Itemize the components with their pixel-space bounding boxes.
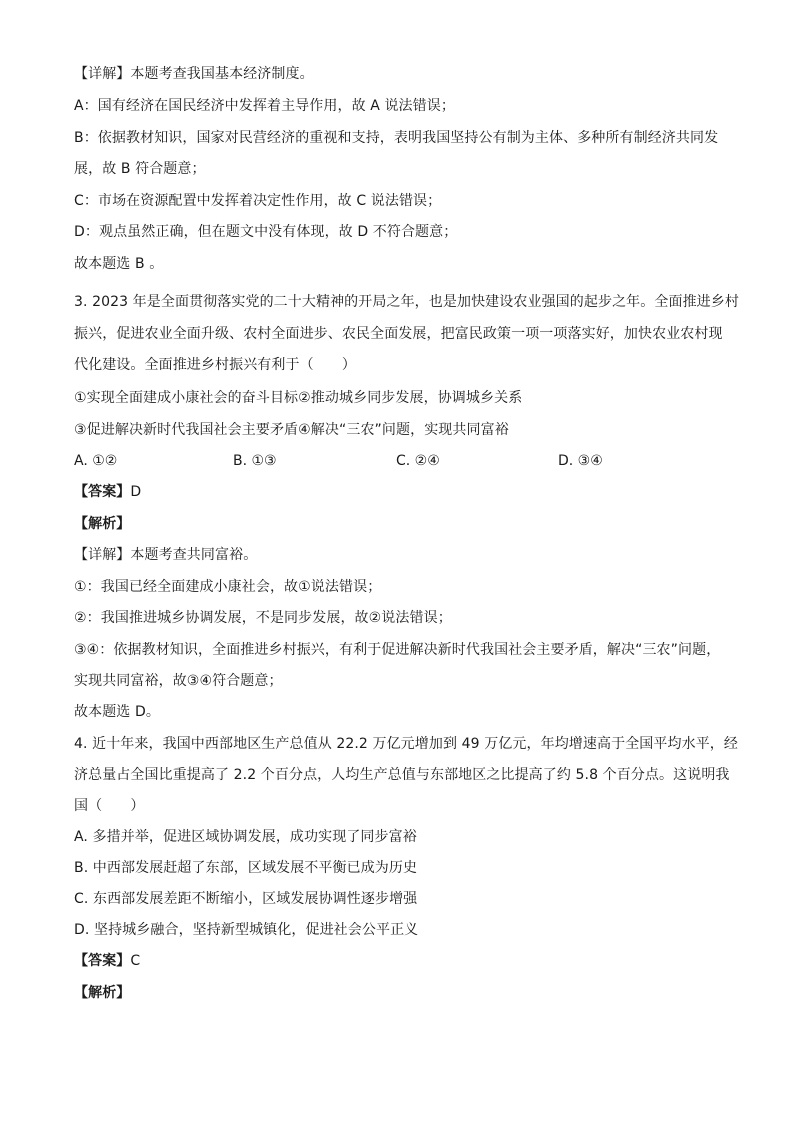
q4-stem-line1: 4. 近十年来，我国中西部地区生产总值从 22.2 万亿元增加到 49 万亿元，年均增速高于全国平均水平，经	[74, 736, 738, 752]
q2-option-b-analysis-line2: 展，故 B 符合题意；	[74, 161, 206, 177]
q2-conclusion: 故本题选 B 。	[74, 256, 164, 272]
q3-item1-analysis: ①：我国已经全面建成小康社会，故①说法错误；	[74, 579, 382, 595]
q3-statements-line2: ③促进解决新时代我国社会主要矛盾④解决“三农”问题，实现共同富裕	[74, 422, 509, 438]
q3-item34-analysis-line2: 实现共同富裕，故③④符合题意；	[74, 673, 283, 689]
q3-detail-line	[74, 545, 257, 565]
q3-item34-analysis-line1: ③④：依据教材知识，全面推进乡村振兴，有利于促进解决新时代我国社会主要矛盾，解决“三农”问题，	[74, 642, 721, 658]
detail-text: 本题考查共同富裕。	[130, 547, 258, 563]
q3-choice-c: C. ②④	[396, 453, 440, 469]
q4-choice-c: C. 东西部发展差距不断缩小，区域发展协调性逐步增强	[74, 891, 418, 907]
q3-stem-line1: 3. 2023 年是全面贯彻落实党的二十大精神的开局之年，也是加快建设农业强国的起步之年。全面推进乡村	[74, 294, 739, 310]
q2-option-b-analysis-line1: B：依据教材知识，国家对民营经济的重视和支持，表明我国坚持公有制为主体、多种所有制经济共同发	[74, 130, 719, 146]
detail-text: 本题考查我国基本经济制度。	[130, 66, 314, 82]
q2-option-d-analysis: D：观点虽然正确，但在题文中没有体现，故 D 不符合题意；	[74, 224, 458, 240]
q4-stem-line2: 济总量占全国比重提高了 2.2 个百分点，人均生产总值与东部地区之比提高了约 5.8 个百分点。这说明我	[74, 767, 730, 783]
q3-conclusion: 故本题选 D。	[74, 704, 160, 720]
q3-choice-a: A. ①②	[74, 453, 118, 469]
q3-analysis-heading	[74, 514, 130, 534]
q2-detail-line	[74, 64, 314, 84]
q3-item2-analysis: ②：我国推进城乡协调发展，不是同步发展，故②说法错误；	[74, 610, 452, 626]
q4-choice-b: B. 中西部发展赶超了东部，区域发展不平衡已成为历史	[74, 860, 418, 876]
q3-answer	[74, 482, 141, 502]
q3-stem-line2: 振兴，促进农业全面升级、农村全面进步、农民全面发展，把富民政策一项一项落实好，加快农业农村现	[74, 326, 723, 342]
detail-label: 【详解】	[74, 66, 131, 82]
q4-analysis-heading	[74, 983, 130, 1003]
answer-label: 【答案】	[74, 484, 131, 500]
q4-choice-a: A. 多措并举，促进区域协调发展，成功实现了同步富裕	[74, 829, 417, 845]
q4-choice-d: D. 坚持城乡融合，坚持新型城镇化，促进社会公平正义	[74, 922, 419, 938]
answer-value: D	[130, 484, 142, 500]
analysis-label: 【解析】	[74, 985, 131, 1001]
detail-label: 【详解】	[74, 547, 131, 563]
answer-label: 【答案】	[74, 953, 131, 969]
q3-statements-line1: ①实现全面建成小康社会的奋斗目标②推动城乡同步发展，协调城乡关系	[74, 390, 523, 406]
q3-choice-d: D. ③④	[558, 453, 603, 469]
analysis-label: 【解析】	[74, 516, 131, 532]
answer-value: C	[130, 953, 141, 969]
q2-option-c-analysis: C：市场在资源配置中发挥着决定性作用，故 C 说法错误；	[74, 193, 442, 209]
q3-choice-b: B. ①③	[233, 453, 277, 469]
q4-stem-line3: 国（ ）	[74, 798, 145, 814]
q4-answer	[74, 951, 140, 971]
q3-stem-line3: 代化建设。全面推进乡村振兴有利于（ ）	[74, 357, 356, 373]
q2-option-a-analysis: A：国有经济在国民经济中发挥着主导作用，故 A 说法错误；	[74, 98, 455, 114]
